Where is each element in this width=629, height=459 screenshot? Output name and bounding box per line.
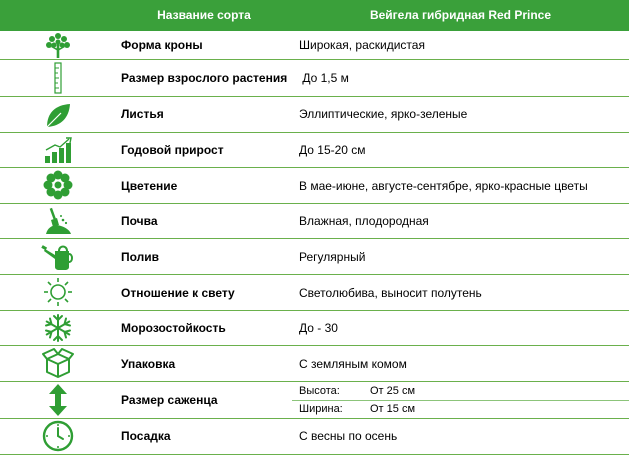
size-height-key: Высота: (299, 385, 340, 397)
table-row-packaging (0, 346, 629, 382)
table-row-frost (0, 311, 629, 346)
size-width-key: Ширина: (299, 403, 343, 415)
table-row-crown (0, 31, 629, 60)
header-variety-value: Вейгела гибридная Red Prince (369, 8, 552, 22)
row-label: Почва (121, 214, 158, 228)
ruler-icon (38, 62, 78, 94)
header-variety-name: Название сорта (157, 8, 251, 22)
table-row-seedling-size (0, 382, 629, 419)
row-label: Упаковка (121, 357, 176, 371)
row-value: Светолюбива, выносит полутень (299, 286, 482, 300)
row-label: Цветение (121, 179, 178, 193)
snowflake-icon (38, 312, 78, 344)
table-row-flowering (0, 168, 629, 204)
row-value: Эллиптические, ярко-зеленые (299, 107, 468, 121)
clock-icon (38, 420, 78, 452)
table-row-size (0, 60, 629, 97)
row-value: С земляным комом (299, 357, 407, 371)
tree-crown-icon (38, 29, 78, 61)
flower-icon (38, 169, 78, 201)
growth-chart-icon (38, 134, 78, 166)
table-row-watering (0, 239, 629, 275)
row-label: Размер саженца (121, 393, 218, 407)
table-row-soil (0, 204, 629, 239)
table-header (0, 0, 629, 31)
vertical-arrows-icon (38, 384, 78, 416)
row-label: Отношение к свету (121, 286, 235, 300)
row-label: Листья (121, 107, 164, 121)
row-value: До 1,5 м (299, 71, 349, 85)
size-height-value: От 25 см (370, 385, 416, 397)
row-label: Посадка (121, 429, 171, 443)
box-icon (38, 347, 78, 379)
size-width-row (292, 401, 629, 418)
row-label: Форма кроны (121, 38, 203, 52)
row-value: До 15-20 см (299, 143, 366, 157)
row-value: Влажная, плодородная (299, 214, 429, 228)
table-row-leaves (0, 97, 629, 133)
row-label: Размер взрослого растения (121, 71, 288, 85)
leaf-icon (38, 99, 78, 131)
table-row-planting (0, 419, 629, 455)
row-value: Широкая, раскидистая (299, 38, 425, 52)
size-height-row (292, 383, 629, 400)
row-label: Морозостойкость (121, 321, 226, 335)
sun-icon (38, 276, 78, 308)
row-value: Регулярный (299, 250, 366, 264)
row-value: До - 30 (299, 321, 338, 335)
shovel-soil-icon (38, 205, 78, 237)
row-label: Годовой прирост (121, 143, 224, 157)
table-row-light (0, 275, 629, 311)
size-width-value: От 15 см (370, 403, 416, 415)
row-value: С весны по осень (299, 429, 398, 443)
table-row-growth (0, 133, 629, 168)
row-label: Полив (121, 250, 160, 264)
row-value: В мае-июне, августе-сентябре, ярко-красные цветы (299, 179, 588, 193)
watering-can-icon (38, 240, 78, 272)
